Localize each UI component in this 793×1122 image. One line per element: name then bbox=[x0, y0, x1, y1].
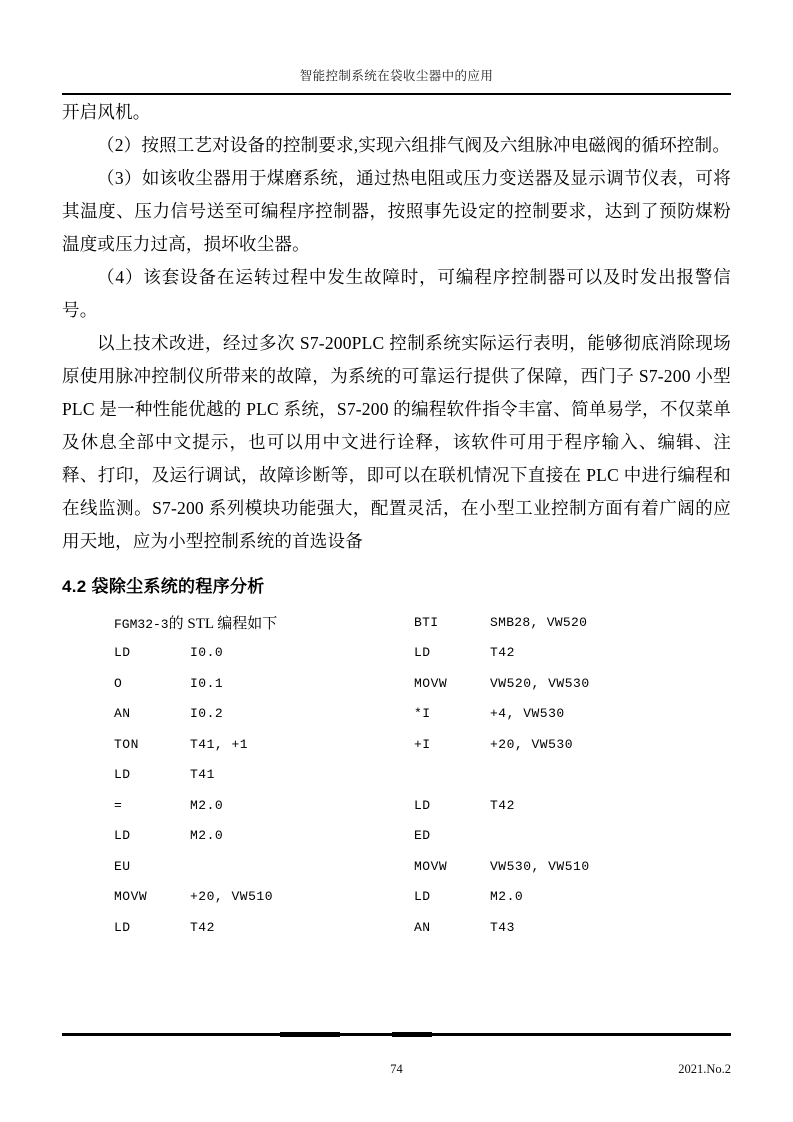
code-op: *I bbox=[414, 706, 431, 722]
code-arg: +20, VW510 bbox=[190, 889, 274, 905]
paragraph-4: （4）该套设备在运转过程中发生故障时，可编程序控制器可以及时发出报警信号。 bbox=[62, 267, 731, 320]
code-arg: T41, +1 bbox=[190, 736, 249, 752]
footer-divider-tick bbox=[392, 1032, 432, 1037]
code-op: = bbox=[114, 797, 123, 813]
code-op: LD bbox=[114, 919, 131, 935]
code-cell-left bbox=[114, 676, 414, 691]
code-arg bbox=[490, 828, 714, 843]
code-row bbox=[114, 821, 714, 852]
code-cell-left bbox=[114, 706, 414, 721]
footer-divider-tick bbox=[280, 1032, 340, 1037]
code-arg: +4, VW530 bbox=[490, 706, 565, 722]
paragraph-3: （3）如该收尘器用于煤磨系统，通过热电阻或压力变送器及显示调节仪表，可将其温度、压力信号送至可编程序控制器，按照事先设定的控制要求，达到了预防煤粉温度或压力过高，损坏收尘器。 bbox=[62, 168, 731, 254]
code-op: MOVW bbox=[414, 858, 448, 874]
code-cell-left bbox=[114, 798, 414, 813]
code-header-right bbox=[414, 615, 714, 630]
code-cell-right bbox=[414, 676, 714, 691]
code-op: AN bbox=[414, 919, 431, 935]
code-row bbox=[114, 638, 714, 669]
code-caption bbox=[114, 612, 414, 633]
code-cell-right bbox=[414, 706, 714, 721]
code-cell-right bbox=[414, 737, 714, 752]
code-arg: VW530, VW510 bbox=[490, 858, 590, 874]
code-op: LD bbox=[414, 645, 431, 661]
code-op: LD bbox=[114, 828, 131, 844]
code-row bbox=[114, 882, 714, 913]
code-op: MOVW bbox=[414, 675, 448, 691]
code-op: LD bbox=[414, 797, 431, 813]
code-arg: T43 bbox=[490, 919, 515, 935]
code-row bbox=[114, 699, 714, 730]
code-arg: VW520, VW530 bbox=[490, 675, 590, 691]
code-op: LD bbox=[114, 767, 131, 783]
code-row bbox=[114, 668, 714, 699]
code-cell-right bbox=[414, 645, 714, 660]
code-op: O bbox=[114, 675, 123, 691]
code-op: BTI bbox=[414, 614, 439, 630]
code-cell-left bbox=[114, 859, 414, 874]
code-arg bbox=[190, 859, 414, 874]
code-cell-right bbox=[414, 859, 714, 874]
code-cell-right bbox=[414, 828, 714, 843]
code-arg: M2.0 bbox=[490, 889, 524, 905]
footer-divider bbox=[62, 1033, 731, 1036]
code-op: LD bbox=[414, 889, 431, 905]
code-op: MOVW bbox=[114, 889, 148, 905]
code-row bbox=[114, 729, 714, 760]
code-arg: T42 bbox=[490, 797, 515, 813]
page-content bbox=[62, 96, 731, 943]
code-op: LD bbox=[114, 645, 131, 661]
code-arg: M2.0 bbox=[190, 828, 224, 844]
paragraph-5: 以上技术改进，经过多次 S7-200PLC 控制系统实际运行表明，能够彻底消除现场原使用脉冲控制仪所带来的故障，为系统的可靠运行提供了保障，西门子 S7-200 小型 PLC 是一种性能优越的 PLC 系统，S7-200 的编程软件指令丰富、简单易学，不仅菜单及休息全部中文提示，也可以用中文进行诠释，该软件可用于程序输入、编辑、注释、打印，及运行调试，故障诊断等，即可以在联机情况下直接在 PLC 中进行编程和在线监测。S7-200 系列模块功能强大，配置灵活，在小型工业控制方面有着广阔的应用天地，应为小型控制系统的首选设备 bbox=[62, 333, 731, 551]
section-heading: 4.2 袋除尘系统的程序分析 bbox=[62, 577, 265, 596]
code-cell-left bbox=[114, 828, 414, 843]
code-listing bbox=[114, 607, 714, 943]
code-cell-right bbox=[414, 798, 714, 813]
code-cell-left bbox=[114, 767, 414, 782]
code-arg: SMB28, VW520 bbox=[490, 614, 588, 630]
paragraph-1: 开启风机。 bbox=[62, 102, 151, 122]
header-divider bbox=[62, 93, 731, 95]
code-cell-right bbox=[414, 920, 714, 935]
code-arg: M2.0 bbox=[190, 797, 224, 813]
code-row bbox=[114, 790, 714, 821]
code-row bbox=[114, 912, 714, 943]
code-row bbox=[114, 760, 714, 791]
code-arg: I0.1 bbox=[190, 675, 224, 691]
code-op: AN bbox=[114, 706, 131, 722]
code-arg: I0.2 bbox=[190, 706, 224, 722]
code-row bbox=[114, 851, 714, 882]
issue-label: 2021.No.2 bbox=[678, 1062, 731, 1076]
code-op: ED bbox=[414, 828, 431, 844]
page-number: 74 bbox=[390, 1062, 403, 1076]
running-header: 智能控制系统在袋收尘器中的应用 bbox=[299, 69, 494, 83]
code-caption-suffix: 的 STL 编程如下 bbox=[168, 615, 278, 632]
code-caption-prefix: FGM32-3 bbox=[114, 616, 169, 632]
code-op: +I bbox=[414, 736, 431, 752]
code-arg: T42 bbox=[190, 919, 215, 935]
code-caption-row bbox=[114, 607, 714, 638]
code-cell-left bbox=[114, 889, 414, 904]
code-arg: +20, VW530 bbox=[490, 736, 574, 752]
code-arg: I0.0 bbox=[190, 645, 224, 661]
code-arg: T42 bbox=[490, 645, 515, 661]
code-cell-left bbox=[114, 737, 414, 752]
code-arg: T41 bbox=[190, 767, 215, 783]
code-cell-left bbox=[114, 920, 414, 935]
code-cell-left bbox=[114, 645, 414, 660]
code-op: EU bbox=[114, 858, 131, 874]
code-cell-right bbox=[414, 889, 714, 904]
paragraph-2: （2）按照工艺对设备的控制要求,实现六组排气阀及六组脉冲电磁阀的循环控制。 bbox=[97, 135, 731, 155]
code-op: TON bbox=[114, 736, 139, 752]
